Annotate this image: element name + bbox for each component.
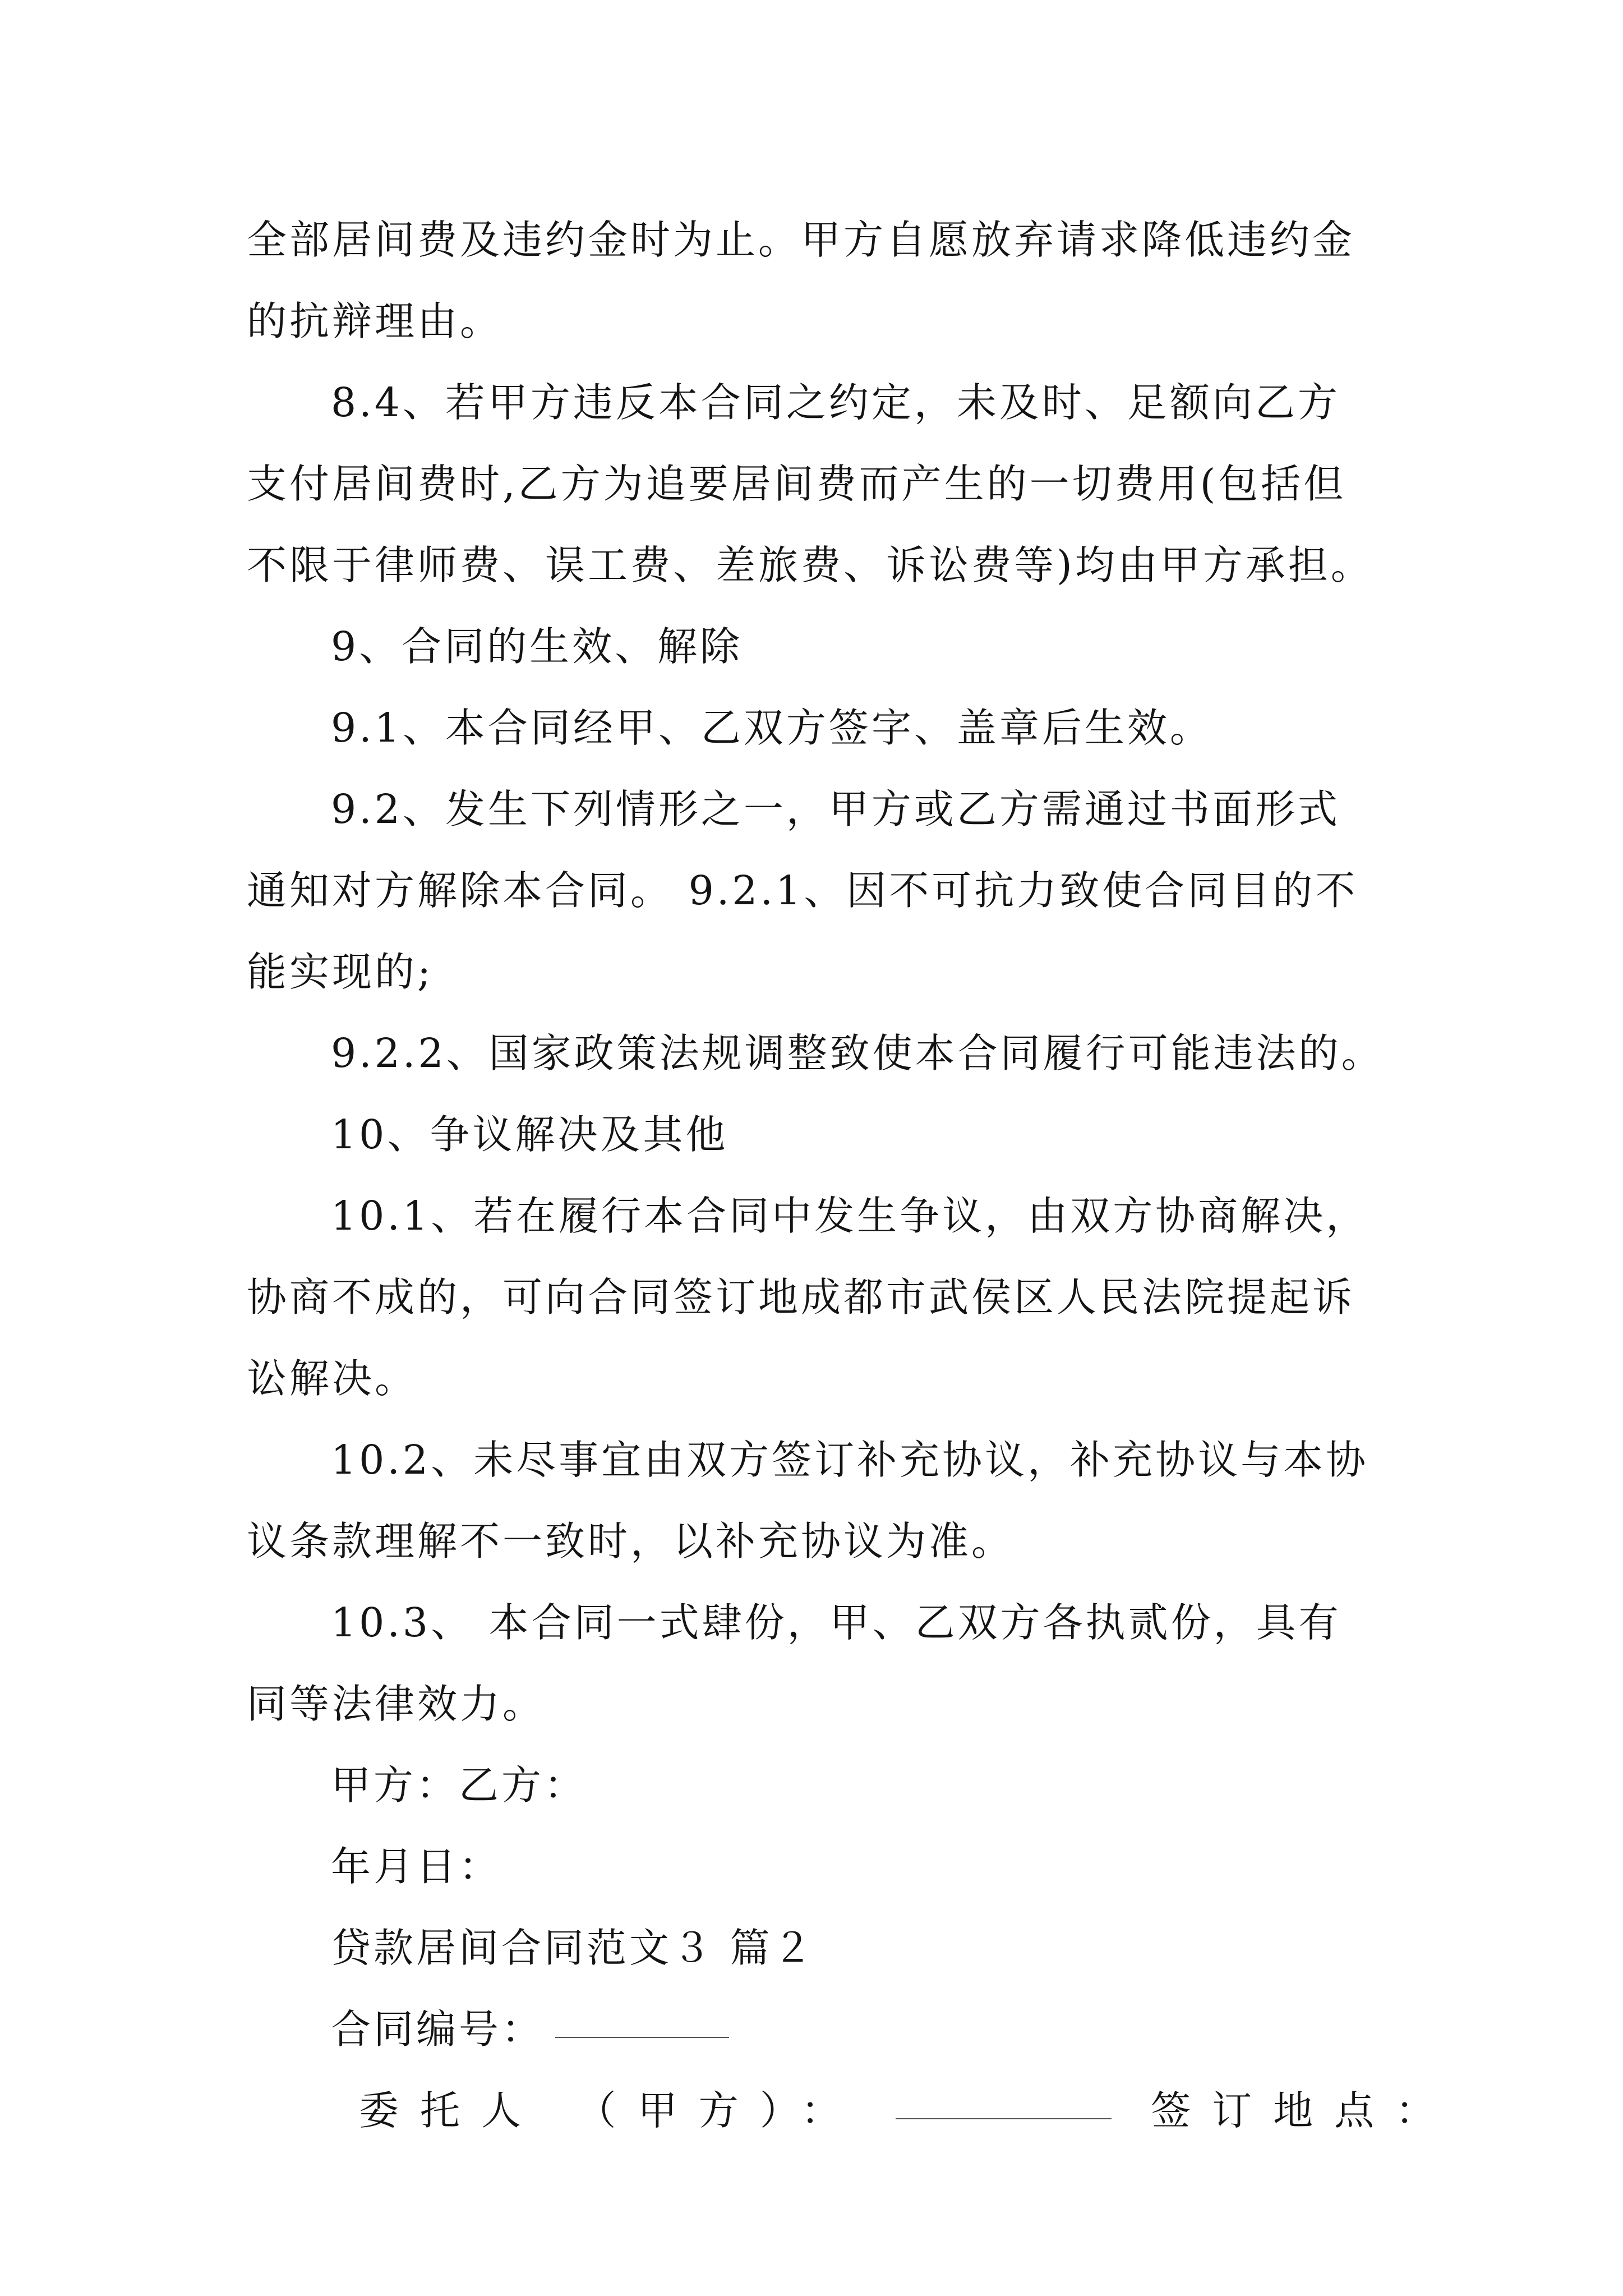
- signature-parties: 甲方：乙方：: [331, 1762, 587, 1809]
- client-label: 委托人 （甲方）：: [359, 2087, 863, 2134]
- text-line: 全部居间费及违约金时为止。甲方自愿放弃请求降低违约金: [247, 217, 1355, 263]
- clause-10-1: 10.1、若在履行本合同中发生争议，由双方协商解决，: [331, 1193, 1369, 1239]
- document-body: [247, 199, 1457, 2151]
- next-document-title: 贷款居间合同范文３ 篇２: [331, 1925, 815, 1971]
- clause-9-2: 9.2、发生下列情形之一，甲方或乙方需通过书面形式: [331, 786, 1340, 832]
- clause-10-2: 10.2、未尽事宜由双方签订补充协议，补充协议与本协: [331, 1437, 1369, 1483]
- section-heading-10: 10、争议解决及其他: [331, 1111, 728, 1158]
- text-line: 的抗辩理由。: [247, 298, 503, 344]
- text-line: 讼解决。: [247, 1355, 418, 1402]
- contract-number-row: [247, 1989, 1388, 2070]
- clause-10-3: 10.3、 本合同一式肆份，甲、乙双方各执贰份，具有: [331, 1599, 1341, 1646]
- sign-place-label: 签订地点：: [1151, 2087, 1457, 2134]
- text-line: 不限于律师费、误工费、差旅费、诉讼费等)均由甲方承担。: [247, 542, 1373, 588]
- clause-8-4: 8.4、若甲方违反本合同之约定，未及时、足额向乙方: [331, 379, 1340, 426]
- text-line: 协商不成的，可向合同签订地成都市武侯区人民法院提起诉: [247, 1274, 1355, 1320]
- client-row: [247, 2070, 1457, 2151]
- contract-number-blank: [555, 1989, 729, 2038]
- contract-number-label: 合同编号：: [331, 2006, 545, 2053]
- text-line: 同等法律效力。: [247, 1681, 546, 1727]
- section-heading-9: 9、合同的生效、解除: [331, 623, 743, 670]
- text-line: 支付居间费时,乙方为追要居间费而产生的一切费用(包括但: [247, 461, 1347, 507]
- clause-9-1: 9.1、本合同经甲、乙双方签字、盖章后生效。: [331, 705, 1212, 751]
- signature-date: 年月日：: [331, 1843, 502, 1890]
- text-line: 通知对方解除本合同。 9.2.1、因不可抗力致使合同目的不: [247, 867, 1358, 914]
- text-line: 议条款理解不一致时，以补充协议为准。: [247, 1518, 1015, 1565]
- text-line: 能实现的;: [247, 949, 434, 995]
- clause-9-2-2: 9.2.2、国家政策法规调整致使本合同履行可能违法的。: [331, 1030, 1384, 1076]
- client-blank: [896, 2070, 1112, 2119]
